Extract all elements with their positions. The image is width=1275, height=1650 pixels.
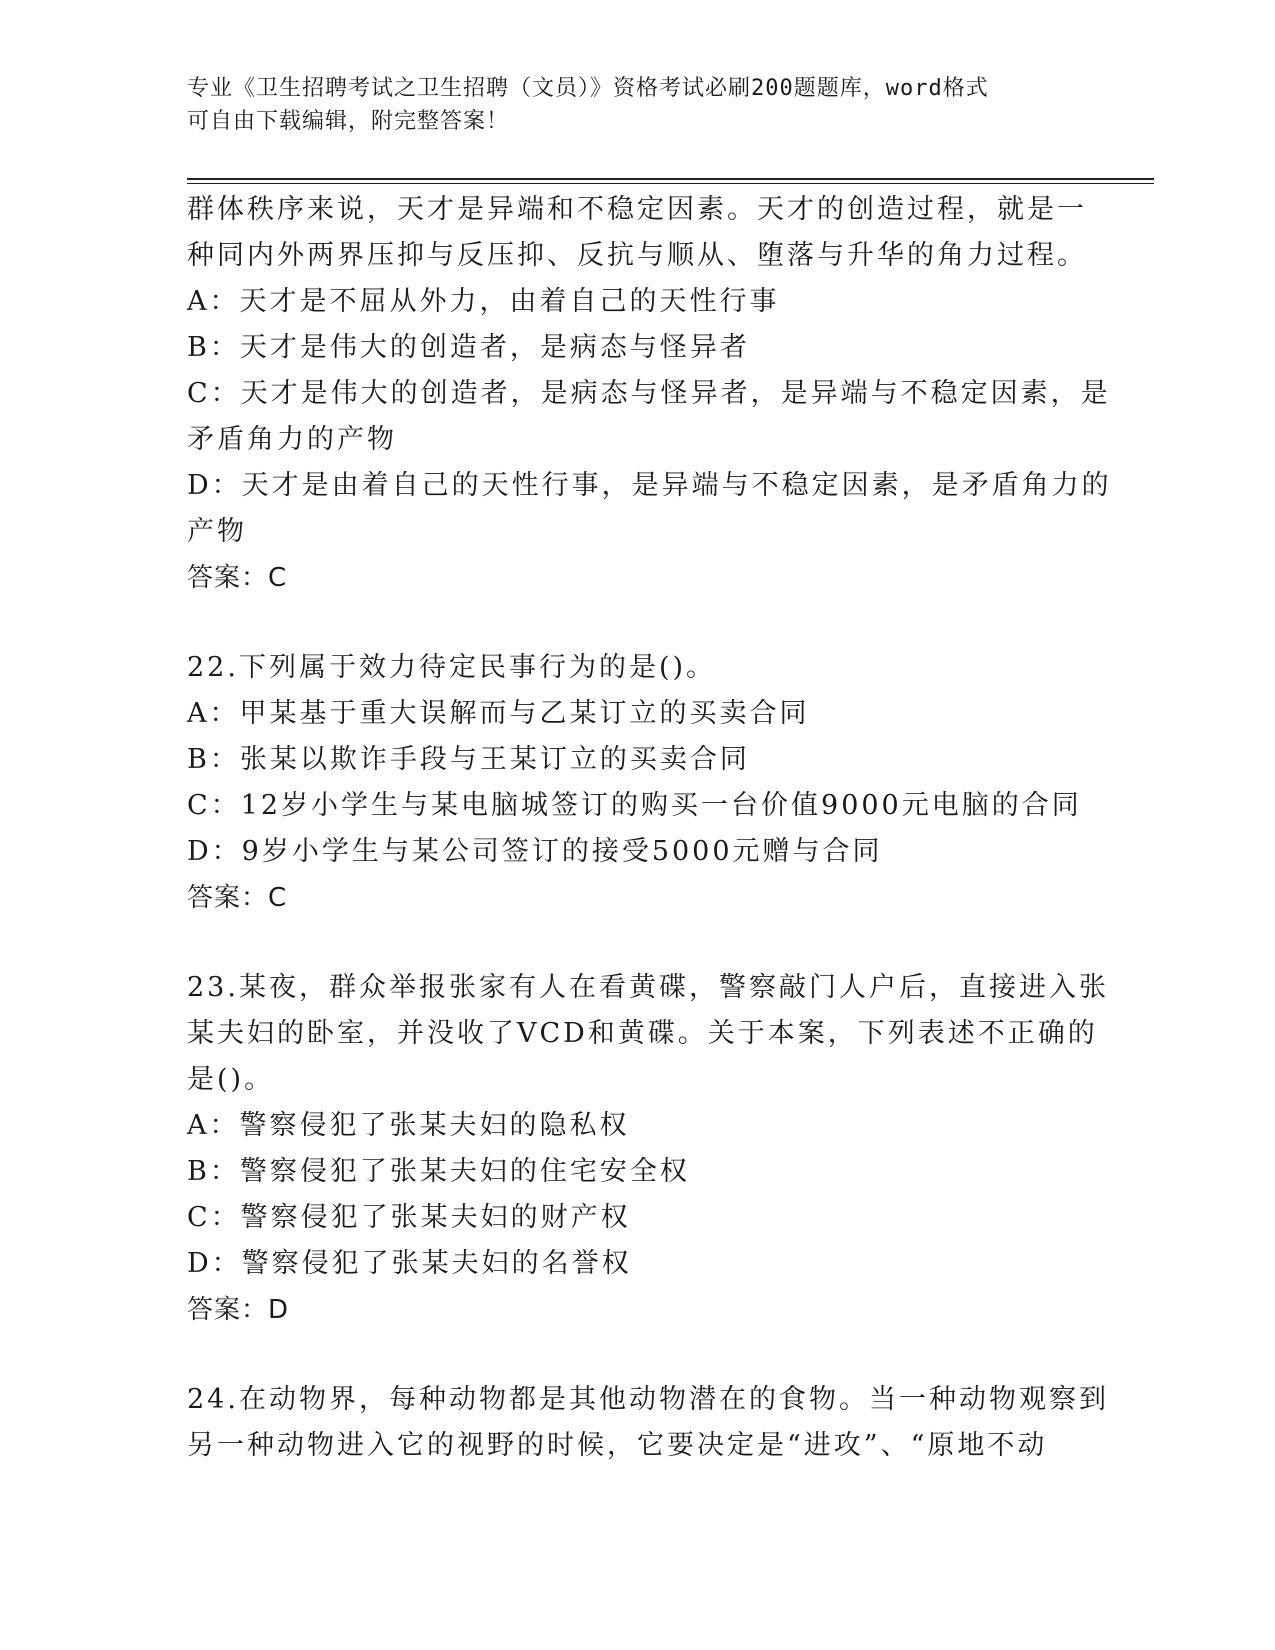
question-spacer xyxy=(187,601,1087,645)
question-title-continued: 另一种动物进入它的视野的时候，它要决定是“进攻”、“原地不动 xyxy=(187,1430,1048,1461)
option-b: B：天才是伟大的创造者，是病态与怪异者 xyxy=(187,332,750,363)
option-a: A：警察侵犯了张某夫妇的隐私权 xyxy=(187,1110,630,1141)
option-a: A：甲某基于重大误解而与乙某订立的买卖合同 xyxy=(187,698,810,729)
question-22 xyxy=(187,645,1087,921)
question-text-line: 群体秩序来说，天才是异端和不稳定因素。天才的创造过程，就是一 xyxy=(187,194,1087,225)
option-d: D：9岁小学生与某公司签订的接受5000元赠与合同 xyxy=(187,836,883,867)
question-23 xyxy=(187,965,1109,1333)
question-title: 23.某夜，群众举报张家有人在看黄碟，警察敲门人户后，直接进入张 xyxy=(187,972,1109,1003)
option-c: C：警察侵犯了张某夫妇的财产权 xyxy=(187,1202,631,1233)
question-spacer xyxy=(187,1333,1087,1377)
question-spacer xyxy=(187,921,1087,965)
answer: 答案：D xyxy=(187,1295,290,1325)
option-d: D：警察侵犯了张某夫妇的名誉权 xyxy=(187,1248,632,1279)
option-c: C：天才是伟大的创造者，是病态与怪异者，是异端与不稳定因素，是 xyxy=(187,378,1111,409)
question-title-continued: 是()。 xyxy=(187,1064,275,1095)
answer: 答案：C xyxy=(187,883,288,913)
question-21 xyxy=(187,187,1112,601)
option-b: B：张某以欺诈手段与王某订立的买卖合同 xyxy=(187,744,750,775)
question-content xyxy=(187,187,1112,1469)
answer: 答案：C xyxy=(187,563,288,593)
option-b: B：警察侵犯了张某夫妇的住宅安全权 xyxy=(187,1156,690,1187)
question-title-continued: 某夫妇的卧室，并没收了VCD和黄碟。关于本案，下列表述不正确的 xyxy=(187,1018,1098,1049)
question-24 xyxy=(187,1377,1109,1469)
header-line-2: 可自由下载编辑，附完整答案！ xyxy=(187,109,510,134)
option-d: D：天才是由着自己的天性行事，是异端与不稳定因素，是矛盾角力的 xyxy=(187,470,1112,501)
option-c-continued: 矛盾角力的产物 xyxy=(187,424,397,455)
question-title: 24.在动物界，每种动物都是其他动物潜在的食物。当一种动物观察到 xyxy=(187,1384,1109,1415)
option-c: C：12岁小学生与某电脑城签订的购买一台价值9000元电脑的合同 xyxy=(187,790,1082,821)
header-divider-thick xyxy=(187,178,1154,180)
option-d-continued: 产物 xyxy=(187,516,247,547)
option-a: A：天才是不屈从外力，由着自己的天性行事 xyxy=(187,286,780,317)
question-text-line: 种同内外两界压抑与反压抑、反抗与顺从、堕落与升华的角力过程。 xyxy=(187,240,1087,271)
question-title: 22.下列属于效力待定民事行为的是()。 xyxy=(187,652,717,683)
header-divider-thin xyxy=(187,183,1154,184)
header-line-1: 专业《卫生招聘考试之卫生招聘（文员）》资格考试必刷200题题库，word格式 xyxy=(187,76,989,101)
document-header xyxy=(187,72,1087,138)
